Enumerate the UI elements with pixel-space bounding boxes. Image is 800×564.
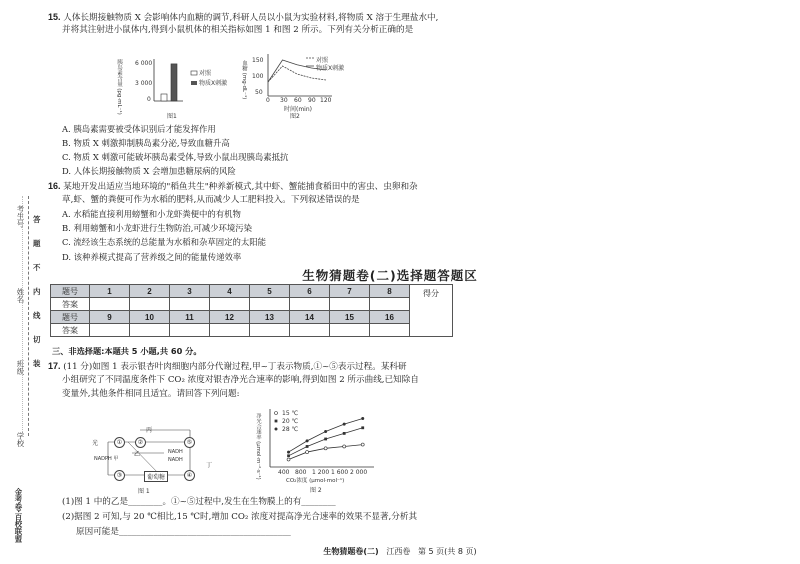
fig17-2-legend-28: 28 ℃	[282, 426, 299, 433]
q16-number: 16.	[48, 181, 61, 191]
q17-stem3: 变量外,其他条件相同且适宜。请回答下列问题:	[62, 389, 240, 399]
q15-stem2: 并将其注射进小鼠体内,得到小鼠机体的相关指标如图 1 和图 2 所示。下列有关分析正确的是	[62, 25, 414, 35]
answer-row-blank-1	[51, 298, 453, 311]
fig1-caption: 图1	[167, 113, 177, 120]
fig2-xtick: 60	[294, 97, 302, 104]
fig17-2-point	[324, 447, 327, 450]
answer-cell[interactable]	[130, 324, 170, 337]
fig1-ylabel: 胰岛素含量 (pg·mL⁻¹)	[116, 59, 122, 115]
q16-stem1: 某地开发出适应当地环境的"稻鱼共生"种养新模式,其中虾、蟹能捕食稻田中的害虫、虫卵和杂	[63, 182, 418, 192]
question-number: 12	[210, 311, 250, 324]
answer-cell[interactable]	[330, 324, 370, 337]
q16-option-c: C. 流经该生态系统的总能量为水稻和杂草固定的太阳能	[62, 237, 267, 247]
section-three-heading: 三、非选择题:本题共 5 小题,共 60 分。	[52, 346, 202, 356]
fig17-2-point	[306, 439, 309, 442]
fig1-ytick: 0	[147, 96, 151, 103]
q17-number: 17.	[48, 361, 61, 371]
q15-option-b: B. 物质 X 刺激抑制胰岛素分泌,导致血糖升高	[62, 138, 230, 148]
fig17-2-xtick: 400	[278, 469, 290, 476]
diagram-label-nadph: NADPH 甲	[94, 456, 119, 462]
answer-row-blank-2	[51, 324, 453, 337]
fig2-xtick: 30	[280, 97, 288, 104]
fig17-2-legend-marker	[275, 420, 278, 423]
process-5-mark: ⑤	[184, 437, 195, 448]
seal-word: 答	[33, 215, 41, 224]
footer-page: 第 5 页(共 8 页)	[418, 547, 477, 556]
answer-cell[interactable]	[210, 324, 250, 337]
fig2-ylabel: 血糖 (mg·dL⁻¹)	[241, 60, 247, 100]
question-number: 6	[290, 285, 330, 298]
fig17-2-legend-20: 20 ℃	[282, 418, 299, 425]
fig17-2-xtick: 1 600	[331, 469, 349, 476]
question-number: 9	[90, 311, 130, 324]
q16-option-a: A. 水稻能直接利用螃蟹和小龙虾粪便中的有机物	[62, 209, 241, 219]
fig17-2-caption: 图 2	[310, 487, 322, 494]
fig17-2-point	[343, 445, 346, 448]
fig1-ytick: 6 000	[135, 60, 153, 67]
fig1-bars	[161, 64, 177, 101]
fig2-legend-x: 物质X刺激	[316, 65, 345, 72]
fig2-caption: 图2	[290, 113, 300, 120]
q17-figure1	[80, 420, 230, 495]
q17-sub3: 原因可能是________________________________________	[76, 527, 291, 537]
question-number: 5	[250, 285, 290, 298]
diagram-label-light: 光	[92, 440, 99, 447]
seal-word: 线	[33, 311, 41, 320]
answer-cell[interactable]	[170, 298, 210, 311]
footer-paper-name: 生物猜题卷(二)	[323, 547, 379, 556]
fig17-2-ylabel: 净光合速率 (μmol·m⁻²·s⁻¹)	[255, 413, 261, 480]
q15-figure2	[240, 50, 360, 125]
fig2-xlabel: 时间(min)	[284, 106, 312, 113]
answer-row-numbers-2	[51, 311, 453, 324]
fig17-2-point	[287, 458, 290, 461]
fig17-2-xtick: 2 000	[350, 469, 368, 476]
answer-cell[interactable]	[210, 298, 250, 311]
name-label: 姓名	[16, 288, 25, 303]
fig1-ytick: 3 000	[135, 80, 153, 87]
row-label-q: 题号	[51, 311, 90, 324]
fig17-2-point	[306, 445, 309, 448]
fig17-2-point	[361, 417, 364, 420]
answer-cell[interactable]	[370, 324, 410, 337]
q16-option-d: D. 该种养模式提高了营养级之间的能量传递效率	[62, 252, 242, 262]
q15-option-c: C. 物质 X 刺激可能破坏胰岛素受体,导致小鼠出现胰岛素抵抗	[62, 152, 289, 162]
q15-stem-line1	[48, 12, 438, 24]
answer-cell[interactable]	[170, 324, 210, 337]
page-footer	[0, 546, 800, 557]
fig17-2-legend-marker	[275, 428, 278, 431]
answer-cell[interactable]	[370, 298, 410, 311]
fill-line	[22, 196, 24, 436]
question-number: 14	[290, 311, 330, 324]
question-number: 15	[330, 311, 370, 324]
fig1-legend-x: 物质X刺激	[199, 80, 228, 87]
row-label-a: 答案	[51, 298, 90, 311]
q16-stem2: 草,虾、蟹的粪便可作为水稻的肥料,从而减少人工肥料投入。下列叙述错误的是	[62, 195, 360, 205]
answer-cell[interactable]	[290, 324, 330, 337]
fig1-legend-control: 对照	[199, 70, 212, 77]
fig2-xtick: 90	[308, 97, 316, 104]
q16-stem-line1	[48, 181, 418, 193]
answer-cell[interactable]	[290, 298, 330, 311]
row-label-q: 题号	[51, 285, 90, 298]
question-number: 10	[130, 311, 170, 324]
row-label-a: 答案	[51, 324, 90, 337]
diagram-label-d: 丁	[206, 462, 213, 469]
q17-stem-line1	[48, 361, 407, 373]
question-number: 13	[250, 311, 290, 324]
q15-number: 15.	[48, 12, 61, 22]
answer-row-numbers-1	[51, 285, 453, 298]
fig17-2-xtick: 800	[295, 469, 307, 476]
answer-cell[interactable]	[330, 298, 370, 311]
q15-stem1: 人体长期接触物质 X 会影响体内血糖的调节,科研人员以小鼠为实验材料,将物质 X 溶于生理盐水中,	[63, 13, 439, 23]
score-box[interactable]	[410, 285, 453, 337]
seal-line	[28, 196, 30, 436]
process-4-mark: ④	[184, 470, 195, 481]
answer-cell[interactable]	[250, 324, 290, 337]
q15-option-d: D. 人体长期接触物质 X 会增加患糖尿病的风险	[62, 166, 236, 176]
q17-sub2: (2)据图 2 可知,与 20 ℃相比,15 ℃时,增加 CO₂ 浓度对提高净光合速率的效果不显著,分析其	[62, 512, 418, 522]
question-number: 4	[210, 285, 250, 298]
question-number: 2	[130, 285, 170, 298]
process-2-mark: ②	[135, 437, 146, 448]
fig17-2-point	[324, 430, 327, 433]
fig1-bar	[161, 94, 167, 101]
diagram-label-nadh: NADH	[168, 449, 183, 455]
fig17-2-point	[324, 438, 327, 441]
score-label: 得分	[423, 289, 439, 298]
answer-cell[interactable]	[130, 298, 170, 311]
fig17-2-point	[306, 451, 309, 454]
fig17-1-caption: 图 1	[138, 488, 150, 495]
question-number: 3	[170, 285, 210, 298]
answer-sheet-title: 生物猜题卷(二)选择题答题区	[302, 268, 478, 283]
fig2-legend-control: 对照	[316, 57, 329, 64]
seal-word: 切	[33, 335, 41, 344]
process-3-mark: ③	[114, 470, 125, 481]
question-number: 7	[330, 285, 370, 298]
q17-figure2	[252, 405, 382, 495]
fig17-2-point	[361, 443, 364, 446]
fig1-bar	[171, 64, 177, 101]
fig17-2-point	[343, 423, 346, 426]
fig2-plot	[266, 52, 360, 100]
q15-option-a: A. 胰岛素需要被受体识别后才能发挥作用	[62, 124, 216, 134]
fig2-ytick: 150	[252, 57, 264, 64]
fig2-ytick: 100	[252, 73, 264, 80]
seal-word: 装	[33, 359, 41, 368]
fig17-2-xtick: 1 200	[312, 469, 330, 476]
fig1-legend-swatch-control	[191, 71, 197, 75]
seal-word: 题	[33, 239, 41, 248]
diagram-label-c: 丙	[146, 427, 153, 434]
question-number: 16	[370, 311, 410, 324]
q17-sub1: (1)图 1 中的乙是________。①~⑤过程中,发生在生物膜上的有________	[62, 497, 336, 507]
fig17-2-xlabel: CO₂浓度 (μmol·mol⁻¹)	[286, 478, 345, 484]
q17-stem2: 小组研究了不同温度条件下 CO₂ 浓度对银杏净光合速率的影响,得到如图 2 所示曲线,已知除自	[62, 375, 419, 385]
answer-cell[interactable]	[90, 298, 130, 311]
diagram-label-nadh: NADH	[168, 457, 183, 463]
union-label: 金考卷·百校联盟	[14, 488, 23, 543]
fig2-xtick: 120	[320, 97, 332, 104]
exam-id-label: 考生号	[16, 205, 25, 228]
answer-cell[interactable]	[250, 298, 290, 311]
process-1-mark: ①	[114, 437, 125, 448]
question-number: 11	[170, 311, 210, 324]
fig2-xtick: 0	[266, 97, 270, 104]
school-label: 学校	[16, 432, 25, 447]
fig17-2-point	[287, 451, 290, 454]
fig17-2-point	[343, 432, 346, 435]
seal-word: 不	[33, 263, 41, 272]
answer-table	[50, 284, 453, 337]
fig17-2-point	[287, 454, 290, 457]
fig17-2-point	[361, 426, 364, 429]
fig1-legend-swatch-x	[191, 81, 197, 85]
fig17-2-legend-15: 15 ℃	[282, 410, 299, 417]
diagram-label-b: 乙	[134, 451, 141, 458]
q16-option-b: B. 利用螃蟹和小龙虾进行生物防治,可减少环境污染	[62, 223, 253, 233]
fig17-2-legend-marker	[275, 412, 278, 415]
question-number: 1	[90, 285, 130, 298]
q15-figure1	[115, 55, 235, 120]
q17-stem1: (11 分)如图 1 表示银杏叶肉细胞内部分代谢过程,甲~丁表示物质,①~⑤表示过程。某科研	[63, 362, 407, 372]
fig2-ytick: 50	[255, 89, 263, 96]
footer-region: 江西卷	[386, 547, 411, 556]
diagram-label-glucose: 葡萄糖	[144, 471, 168, 482]
class-label: 班级	[16, 360, 25, 375]
question-number: 8	[370, 285, 410, 298]
seal-word: 内	[33, 287, 41, 296]
answer-cell[interactable]	[90, 324, 130, 337]
